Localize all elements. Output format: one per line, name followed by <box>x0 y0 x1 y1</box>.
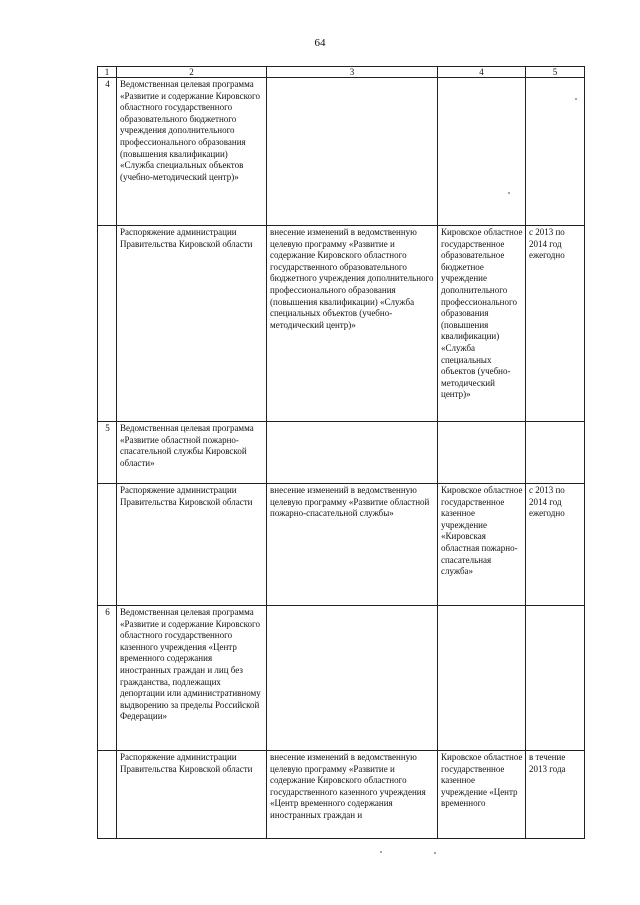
page-number: 64 <box>314 37 326 49</box>
content-cell <box>267 606 438 751</box>
executor-cell <box>438 606 526 751</box>
table-row <box>98 422 585 484</box>
header-cell-3: 3 <box>267 67 438 78</box>
header-cell-2: 2 <box>117 67 267 78</box>
document-cell: Распоряжение администрации Правительства Кировской области <box>117 484 267 606</box>
table-row <box>98 78 585 226</box>
table-row <box>98 484 585 606</box>
deadline-cell: с 2013 по 2014 год ежегодно <box>526 484 585 606</box>
content-cell <box>267 422 438 484</box>
row-number <box>98 751 117 839</box>
row-number: 4 <box>98 78 117 226</box>
document-cell: Распоряжение администрации Правительства Кировской области <box>117 226 267 422</box>
document-cell: Ведомственная целевая программа «Развитие и содержание Кировского областного государственного образовательного бюджетного учреждения дополнительного профессионального образования (повышения квалификации) «Служба специальных объектов (учебно-методический центр)» <box>117 78 267 226</box>
row-number <box>98 226 117 422</box>
table-row <box>98 751 585 839</box>
document-table <box>97 66 585 839</box>
header-cell-4: 4 <box>438 67 526 78</box>
header-cell-5: 5 <box>526 67 585 78</box>
row-number: 6 <box>98 606 117 751</box>
scan-speck <box>575 98 577 100</box>
header-cell-1: 1 <box>98 67 117 78</box>
content-cell: внесение изменений в ведомственную целевую программу «Развитие и содержание Кировского областного государственного образовательного бюджетного учреждения дополнительного профессионального образования (повышения квалификации) «Служба специальных объектов (учебно-методический центр)» <box>267 226 438 422</box>
executor-cell: Кировское областное государственное образовательное бюджетное учреждение дополнительного профессионального образования (повышения квалификации) «Служба специальных объектов (учебно-методический центр)» <box>438 226 526 422</box>
deadline-cell <box>526 606 585 751</box>
executor-cell <box>438 78 526 226</box>
scan-speck <box>434 852 436 854</box>
document-cell: Ведомственная целевая программа «Развитие и содержание Кировского областного государственного казенного учреждения «Центр временного содержания иностранных граждан и лиц без гражданства, подлежащих депортации или административному выдворению за пределы Российской Федерации» <box>117 606 267 751</box>
table-row <box>98 226 585 422</box>
deadline-cell: в течение 2013 года <box>526 751 585 839</box>
document-cell: Ведомственная целевая программа «Развитие областной пожарно-спасательной службы Кировской области» <box>117 422 267 484</box>
document-cell: Распоряжение администрации Правительства Кировской области <box>117 751 267 839</box>
content-cell: внесение изменений в ведомственную целевую программу «Развитие и содержание Кировского областного государственного казенного учреждения «Центр временного содержания иностранных граждан и <box>267 751 438 839</box>
scan-speck <box>508 192 510 194</box>
executor-cell: Кировское областное государственное казенное учреждение «Кировская областная пожарно-спасательная служба» <box>438 484 526 606</box>
table-header-row <box>98 67 585 78</box>
content-cell <box>267 78 438 226</box>
row-number: 5 <box>98 422 117 484</box>
row-number <box>98 484 117 606</box>
executor-cell <box>438 422 526 484</box>
content-cell: внесение изменений в ведомственную целевую программу «Развитие областной пожарно-спасательной службы» <box>267 484 438 606</box>
scan-speck <box>380 851 382 853</box>
deadline-cell: с 2013 по 2014 год ежегодно <box>526 226 585 422</box>
deadline-cell <box>526 422 585 484</box>
executor-cell: Кировское областное государственное казенное учреждение «Центр временного <box>438 751 526 839</box>
table-row <box>98 606 585 751</box>
